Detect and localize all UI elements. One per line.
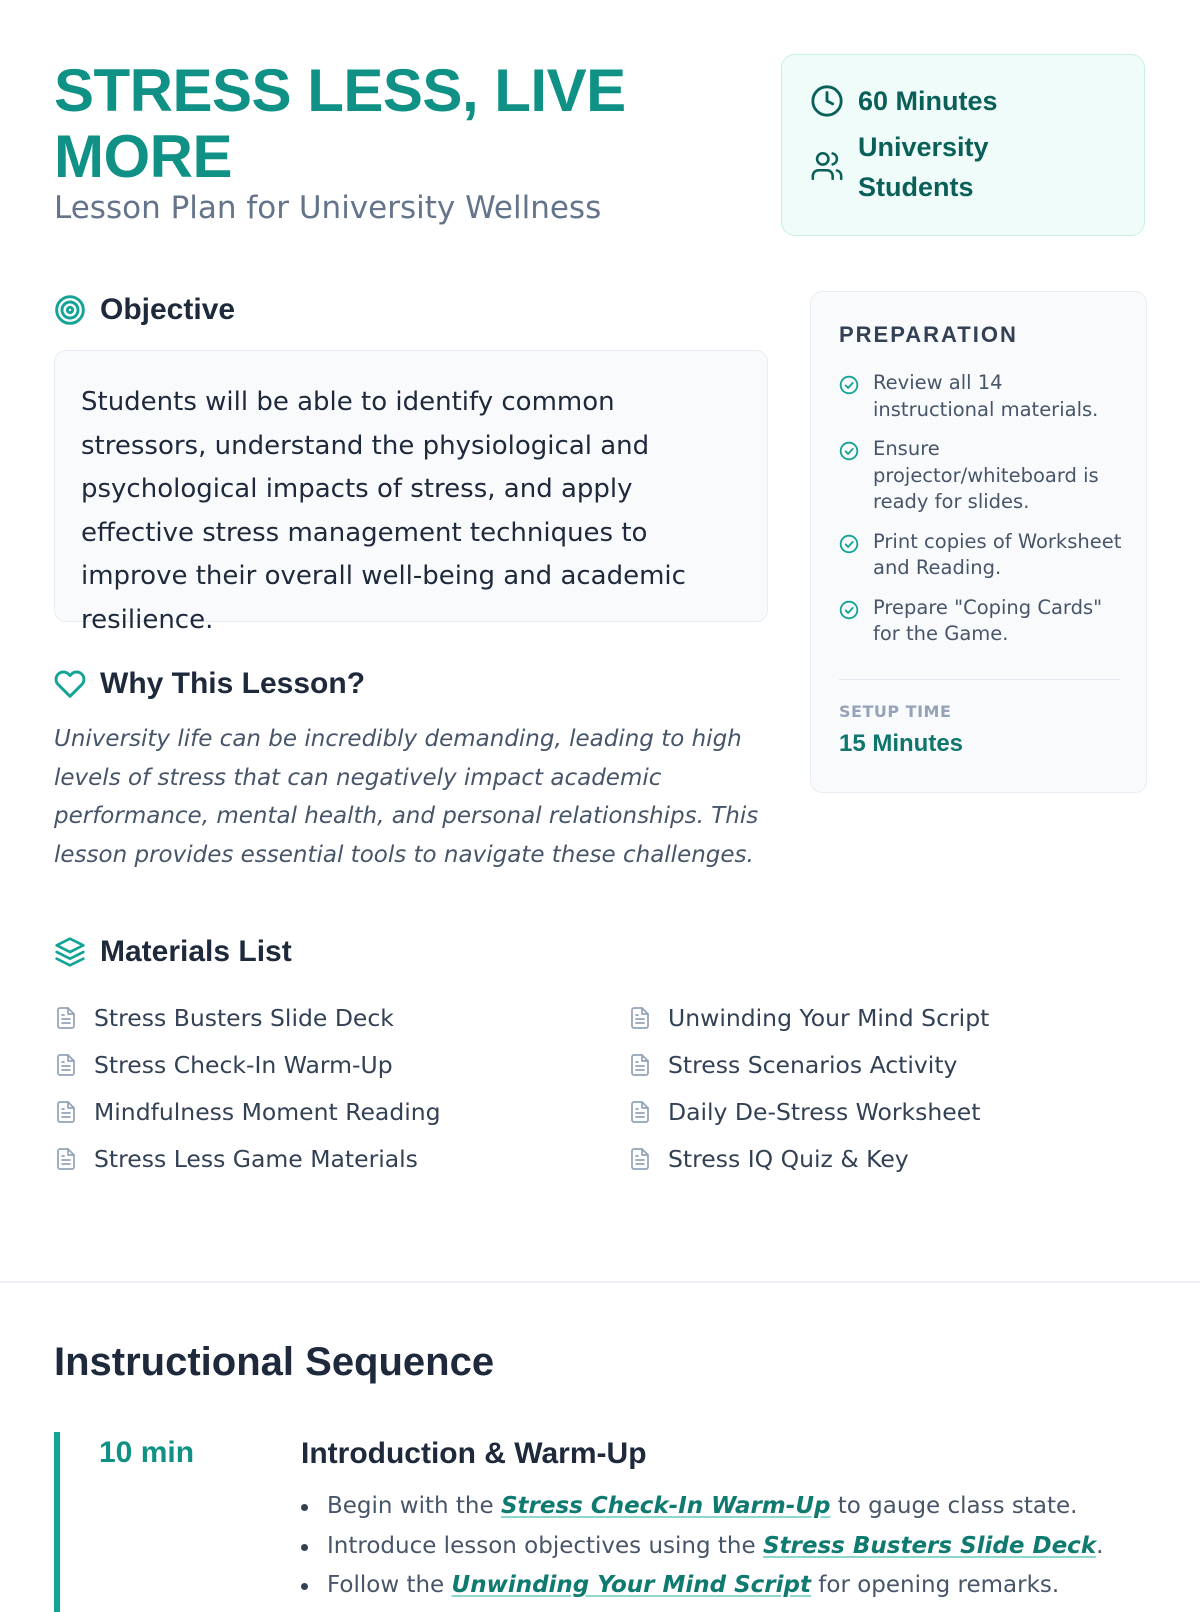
page-title: STRESS LESS, LIVE MORE	[54, 57, 626, 190]
material-item[interactable]	[628, 1051, 957, 1079]
sequence-bullet	[301, 1487, 1161, 1527]
material-item-label: Stress IQ Quiz & Key	[668, 1145, 909, 1173]
section-divider	[0, 1281, 1200, 1283]
document-icon	[54, 1146, 78, 1172]
material-item[interactable]	[54, 1145, 418, 1173]
document-icon	[628, 1099, 652, 1125]
preparation-divider	[839, 679, 1120, 680]
preparation-item-text: Ensure projector/whiteboard is ready for slides.	[873, 437, 1099, 513]
sequence-step-bullets	[301, 1487, 1161, 1606]
material-item[interactable]	[628, 1098, 980, 1126]
lesson-meta-card	[781, 54, 1145, 236]
document-icon	[628, 1052, 652, 1078]
document-icon	[628, 1146, 652, 1172]
material-item-label: Stress Check-In Warm-Up	[94, 1051, 393, 1079]
preparation-item-text: Prepare "Coping Cards" for the Game.	[873, 595, 1103, 645]
preparation-card	[810, 291, 1147, 793]
bullet-text: to gauge class state.	[830, 1493, 1078, 1519]
check-circle-icon	[839, 600, 859, 620]
check-circle-icon	[839, 441, 859, 461]
material-item-label: Unwinding Your Mind Script	[668, 1004, 990, 1032]
document-icon	[54, 1099, 78, 1125]
material-link[interactable]: Unwinding Your Mind Script	[451, 1572, 811, 1598]
document-icon	[54, 1052, 78, 1078]
target-icon	[54, 294, 86, 326]
document-icon	[628, 1005, 652, 1031]
why-heading	[54, 667, 365, 701]
preparation-list	[839, 370, 1129, 661]
layers-icon	[54, 936, 86, 968]
material-item[interactable]	[628, 1004, 989, 1032]
bullet-text: Introduce lesson objectives using the	[327, 1532, 763, 1559]
check-circle-icon	[839, 375, 859, 395]
sequence-step-title: Introduction & Warm-Up	[301, 1437, 647, 1470]
preparation-item	[839, 595, 1129, 648]
preparation-item	[839, 436, 1129, 516]
materials-heading	[54, 935, 292, 969]
preparation-item-text: Review all 14 instructional materials.	[873, 371, 1099, 421]
material-item-label: Stress Less Game Materials	[94, 1145, 418, 1173]
heart-icon	[54, 668, 86, 700]
users-icon	[810, 149, 844, 183]
preparation-item	[839, 529, 1129, 582]
preparation-item	[839, 370, 1129, 423]
why-text: University life can be incredibly demanding, leading to high levels of stress that can negatively impact academic performance, mental health, and personal relationships. This lesson provides essential tools to navigate these challenges.	[54, 726, 759, 868]
material-item-label: Mindfulness Moment Reading	[94, 1098, 441, 1126]
sequence-step-bar	[54, 1432, 60, 1612]
objective-box: Students will be able to identify common stressors, understand the physiological and psychological impacts of stress, and apply effective stress management techniques to improve their overall well-being and academic resilience.	[54, 350, 768, 622]
duration-row	[810, 81, 998, 121]
sequence-heading: Instructional Sequence	[54, 1340, 495, 1384]
bullet-text: for opening remarks.	[810, 1572, 1060, 1598]
check-circle-icon	[839, 534, 859, 554]
clock-icon	[810, 84, 844, 118]
material-link[interactable]: Stress Check-In Warm-Up	[500, 1493, 831, 1519]
document-icon	[54, 1005, 78, 1031]
material-item[interactable]	[54, 1051, 393, 1079]
objective-heading-text: Objective	[100, 293, 236, 326]
material-item[interactable]	[628, 1145, 909, 1173]
material-item-label: Daily De-Stress Worksheet	[668, 1098, 981, 1126]
bullet-text: Begin with the	[327, 1493, 501, 1519]
setup-time-value: 15 Minutes	[839, 730, 964, 757]
material-item[interactable]	[54, 1098, 441, 1126]
preparation-heading: PREPARATION	[839, 322, 1018, 347]
material-item-label: Stress Scenarios Activity	[668, 1051, 958, 1079]
setup-time-label: SETUP TIME	[839, 702, 952, 721]
why-heading-text: Why This Lesson?	[100, 667, 366, 700]
duration-text: 60 Minutes	[858, 86, 998, 116]
objective-heading	[54, 293, 235, 327]
audience-text: University Students	[858, 132, 989, 202]
preparation-item-text: Print copies of Worksheet and Reading.	[873, 529, 1122, 579]
bullet-text: Follow the	[327, 1572, 452, 1598]
material-item[interactable]	[54, 1004, 394, 1032]
page-subtitle: Lesson Plan for University Wellness	[54, 190, 602, 226]
sequence-step-time: 10 min	[99, 1436, 195, 1469]
materials-heading-text: Materials List	[100, 935, 292, 968]
material-item-label: Stress Busters Slide Deck	[94, 1004, 394, 1032]
sequence-bullet	[301, 1527, 1161, 1567]
material-link[interactable]: Stress Busters Slide Deck	[762, 1532, 1097, 1559]
audience-row	[810, 127, 1028, 207]
bullet-text: .	[1096, 1532, 1104, 1559]
